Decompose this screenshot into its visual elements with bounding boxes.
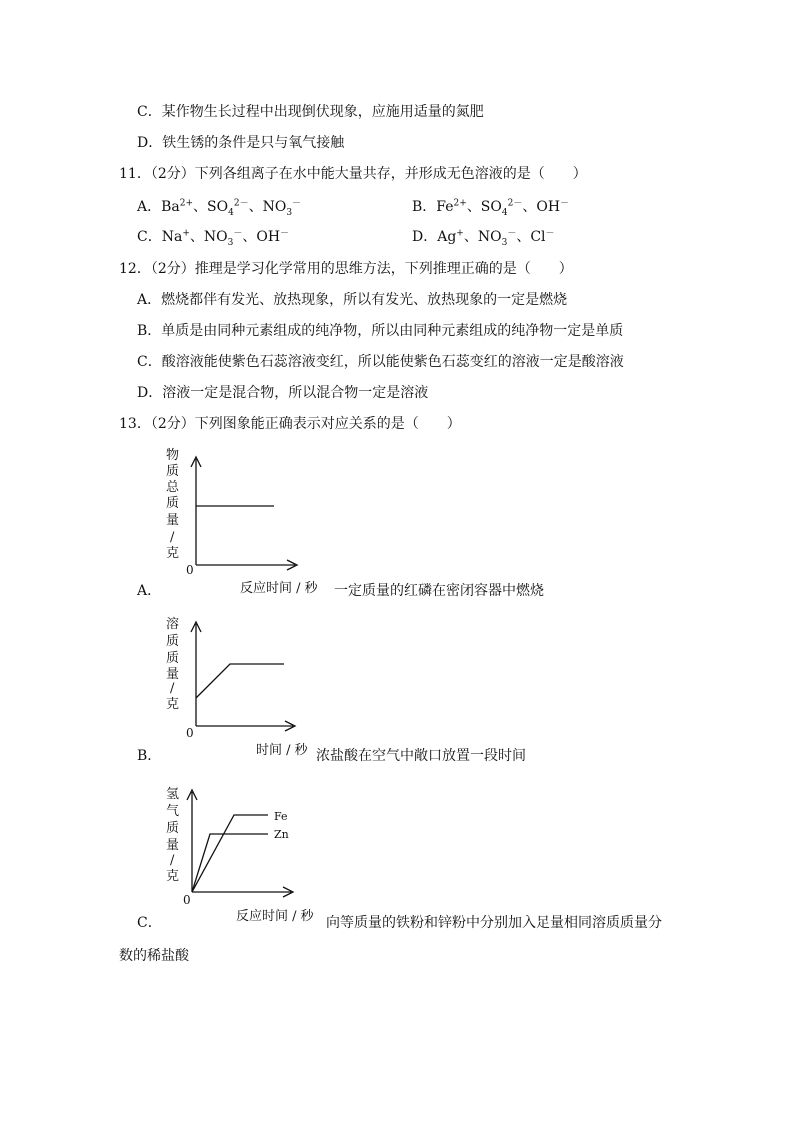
ion-charge: 2－: [507, 198, 523, 209]
ion-text: 、OH: [242, 229, 281, 245]
ion-charge: +: [182, 228, 190, 239]
graph-a: [150, 445, 450, 605]
graph-c-letter: C．: [137, 915, 162, 931]
ion-subscript: 3: [501, 237, 508, 248]
ylabel-char: 克: [166, 546, 180, 561]
x-axis-label: 反应时间 / 秒: [236, 909, 314, 924]
ylabel-char: 氢: [166, 787, 180, 802]
q11-option-d: [412, 228, 555, 246]
ylabel-char: 质: [166, 464, 180, 479]
ylabel-char: 质: [166, 496, 180, 511]
ylabel-char: 克: [166, 697, 180, 712]
ion-text: 、NO: [189, 229, 228, 245]
ion-charge: 2－: [233, 198, 249, 209]
q11-option-b: [412, 198, 569, 216]
q13-stem: 13．（2分）下列图象能正确表示对应关系的是（ ）: [119, 416, 461, 432]
graph-a-caption: 一定质量的红磷在密闭容器中燃烧: [334, 583, 544, 599]
graph-b: [150, 612, 450, 762]
graph-c-caption: 向等质量的铁粉和锌粉中分别加入足量相同溶质质量分: [326, 915, 662, 931]
q10-option-c: C．某作物生长过程中出现倒伏现象，应施用适量的氮肥: [137, 104, 484, 120]
ylabel-char: 气: [166, 804, 180, 819]
ion-charge: －: [560, 198, 570, 209]
ion-charge: －: [292, 198, 302, 209]
ylabel-char: 质: [166, 821, 180, 836]
legend-fe: Fe: [274, 810, 288, 823]
x-axis-label: 反应时间 / 秒: [240, 581, 318, 596]
origin-label: 0: [183, 893, 191, 907]
graph-a-letter: A．: [137, 583, 162, 599]
ylabel-char: 克: [166, 869, 180, 884]
graph-b-letter: B．: [137, 748, 162, 764]
ion-text: A．Ba: [137, 199, 180, 215]
ion-text: D．Ag: [412, 229, 457, 245]
ion-text: 、Cl: [516, 229, 546, 245]
ion-text: 、NO: [248, 199, 287, 215]
q11-option-c: [137, 228, 289, 246]
ion-text: 、SO: [466, 199, 502, 215]
ion-text: 、SO: [193, 199, 229, 215]
ion-subscript: 4: [501, 207, 508, 218]
q12-option-d: D．溶液一定是混合物，所以混合物一定是溶液: [137, 385, 429, 401]
ion-charge: 2+: [179, 198, 194, 209]
ylabel-char: 量: [166, 513, 180, 528]
series-line: [196, 664, 284, 698]
graph-b-ylabel: [166, 616, 179, 712]
ylabel-char: 总: [166, 480, 180, 495]
graph-c: [150, 780, 450, 930]
x-axis-label: 时间 / 秒: [256, 743, 308, 758]
ion-text: B．Fe: [412, 199, 454, 215]
ion-charge: +: [456, 228, 464, 239]
ion-charge: －: [233, 228, 243, 239]
ylabel-char: 溶: [166, 617, 180, 632]
q12-option-c: C．酸溶液能使紫色石蕊溶液变红，所以能使紫色石蕊变红的溶液一定是酸溶液: [137, 354, 624, 370]
graph-c-caption-continued: 数的稀盐酸: [119, 948, 189, 964]
ylabel-char: /: [170, 853, 175, 868]
ylabel-char: 量: [166, 667, 180, 682]
ion-subscript: 4: [228, 207, 234, 218]
origin-label: 0: [186, 726, 194, 740]
ion-text: 、OH: [522, 199, 561, 215]
series-line-zn: [192, 834, 268, 892]
ion-charge: －: [507, 228, 517, 239]
ion-subscript: 3: [286, 207, 293, 218]
graph-a-ylabel: [166, 447, 180, 561]
ylabel-char: 量: [166, 838, 180, 853]
ylabel-char: 物: [166, 448, 180, 463]
q12-option-a: A．燃烧都伴有发光、放热现象，所以有发光、放热现象的一定是燃烧: [137, 292, 568, 308]
ylabel-char: /: [170, 530, 175, 545]
q10-option-d: D．铁生锈的条件是只与氧气接触: [137, 135, 345, 151]
graph-b-caption: 浓盐酸在空气中敞口放置一段时间: [316, 748, 526, 764]
q12-option-b: B．单质是由同种元素组成的纯净物，所以由同种元素组成的纯净物一定是单质: [137, 323, 624, 339]
origin-label: 0: [186, 563, 194, 577]
ion-text: C．Na: [137, 229, 183, 245]
q12-stem: 12．（2分）推理是学习化学常用的思维方法，下列推理正确的是（ ）: [119, 261, 573, 277]
ylabel-char: 质: [166, 634, 180, 649]
q11-stem: 11．（2分）下列各组离子在水中能大量共存，并形成无色溶液的是（ ）: [119, 166, 587, 182]
ylabel-char: 质: [166, 651, 180, 666]
ion-text: 、NO: [463, 229, 502, 245]
ion-charge: 2+: [453, 198, 467, 209]
ylabel-char: /: [170, 681, 175, 696]
ion-charge: －: [545, 228, 555, 239]
ion-subscript: 3: [227, 237, 234, 248]
q11-option-a: [137, 198, 301, 216]
graph-c-ylabel: [166, 787, 179, 884]
ion-charge: －: [280, 228, 290, 239]
legend-zn: Zn: [274, 828, 289, 841]
